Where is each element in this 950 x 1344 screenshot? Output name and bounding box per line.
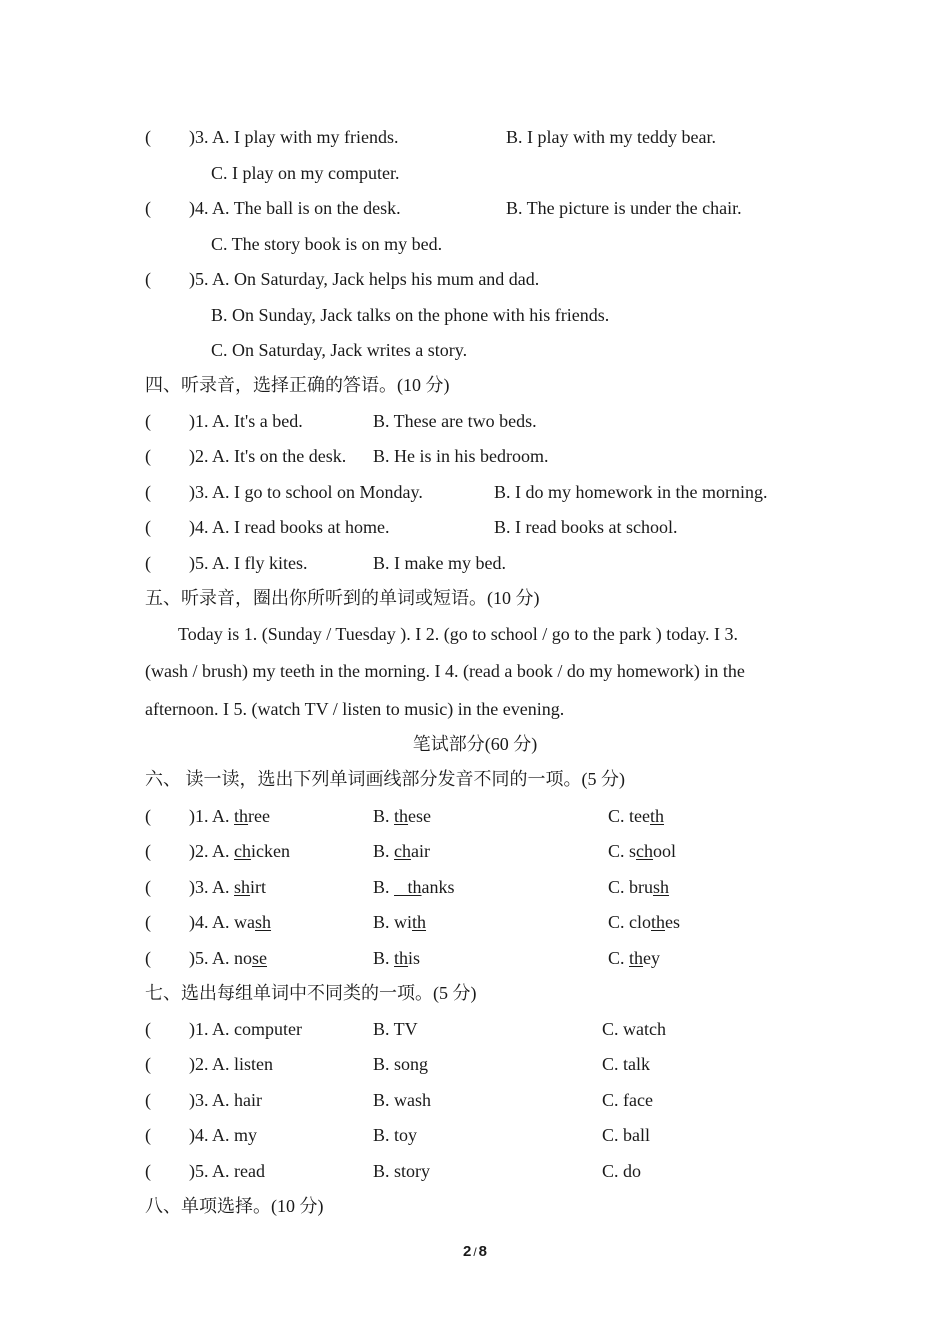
answer-blank[interactable]: ( bbox=[145, 877, 151, 897]
underlined-part: se bbox=[252, 948, 268, 968]
option-suffix: ree bbox=[248, 806, 271, 826]
answer-blank[interactable]: ( bbox=[145, 553, 151, 573]
option-b bbox=[373, 840, 430, 862]
underlined-part: th bbox=[629, 948, 644, 968]
option-c: C. I play on my computer. bbox=[211, 163, 400, 183]
passage-line: afternoon. I 5. (watch TV / listen to music) in the evening. bbox=[145, 699, 565, 719]
option-c: C. The story book is on my bed. bbox=[211, 234, 443, 254]
option-a: A. read bbox=[212, 1161, 265, 1181]
option-b: B. toy bbox=[373, 1125, 418, 1145]
total-pages: 8 bbox=[478, 1243, 488, 1260]
option-a: A. It's on the desk. bbox=[212, 446, 347, 466]
option-c: C. face bbox=[602, 1090, 653, 1110]
question-row bbox=[145, 552, 506, 574]
underlined-part: ch bbox=[636, 841, 654, 861]
option-prefix: C. clo bbox=[608, 912, 651, 932]
option-a bbox=[212, 841, 290, 861]
option-c: C. talk bbox=[602, 1054, 650, 1074]
option-b: B. I play with my teddy bear. bbox=[506, 127, 716, 147]
option-a: A. I read books at home. bbox=[212, 517, 390, 537]
option-c bbox=[608, 947, 660, 969]
option-suffix: anks bbox=[421, 877, 455, 897]
answer-blank[interactable]: ( bbox=[145, 948, 151, 968]
underlined-part: ch bbox=[394, 841, 412, 861]
option-b bbox=[373, 947, 420, 969]
question-number: )2. bbox=[189, 841, 213, 861]
underlined-part: sh bbox=[255, 912, 272, 932]
option-prefix: A. no bbox=[212, 948, 253, 968]
option-b: B. He is in his bedroom. bbox=[373, 446, 549, 466]
section-8-title: 八、单项选择。(10 分) bbox=[145, 1196, 324, 1216]
underlined-part: th bbox=[650, 806, 665, 826]
option-prefix: B. bbox=[373, 877, 395, 897]
option-prefix: C. tee bbox=[608, 806, 650, 826]
question-row bbox=[145, 268, 539, 290]
answer-blank[interactable]: ( bbox=[145, 1161, 151, 1181]
question-row bbox=[145, 481, 768, 503]
option-suffix: is bbox=[408, 948, 421, 968]
question-row bbox=[145, 1053, 650, 1075]
question-row bbox=[145, 126, 716, 148]
answer-blank[interactable]: ( bbox=[145, 1019, 151, 1039]
question-row bbox=[145, 197, 742, 219]
option-prefix: A. bbox=[212, 877, 235, 897]
option-suffix: air bbox=[411, 841, 430, 861]
option-b: B. song bbox=[373, 1054, 429, 1074]
answer-blank[interactable]: ( bbox=[145, 1125, 151, 1145]
option-a bbox=[212, 912, 271, 932]
answer-blank[interactable]: ( bbox=[145, 127, 151, 147]
question-row bbox=[145, 1124, 650, 1146]
option-c: C. do bbox=[602, 1161, 642, 1181]
question-row bbox=[145, 516, 678, 538]
section-4-title: 四、听录音，选择正确的答语。(10 分) bbox=[145, 375, 450, 395]
section-5-title: 五、听录音，圈出你所听到的单词或短语。(10 分) bbox=[145, 588, 540, 608]
page-number bbox=[0, 1243, 950, 1260]
answer-blank[interactable]: ( bbox=[145, 1054, 151, 1074]
option-prefix: C. s bbox=[608, 841, 637, 861]
option-prefix: B. wi bbox=[373, 912, 413, 932]
page-separator: / bbox=[473, 1245, 477, 1259]
question-row bbox=[145, 445, 549, 467]
question-number: )3. bbox=[189, 877, 213, 897]
option-suffix: irt bbox=[250, 877, 267, 897]
option-prefix: B. bbox=[373, 841, 395, 861]
option-a: A. I fly kites. bbox=[212, 553, 308, 573]
answer-blank[interactable]: ( bbox=[145, 269, 151, 289]
question-number: )4. bbox=[189, 912, 213, 932]
question-row bbox=[145, 1018, 666, 1040]
question-number: )3. bbox=[189, 1090, 213, 1110]
answer-blank[interactable]: ( bbox=[145, 841, 151, 861]
answer-blank[interactable]: ( bbox=[145, 446, 151, 466]
option-a: A. I play with my friends. bbox=[212, 127, 399, 147]
question-row bbox=[145, 410, 537, 432]
option-suffix: es bbox=[665, 912, 681, 932]
option-a: A. I go to school on Monday. bbox=[212, 482, 423, 502]
option-c bbox=[608, 805, 664, 827]
option-c bbox=[608, 911, 680, 933]
underlined-part: th bbox=[394, 806, 409, 826]
option-a: A. The ball is on the desk. bbox=[212, 198, 401, 218]
option-a bbox=[212, 948, 267, 968]
underlined-part: th bbox=[234, 806, 249, 826]
underlined-part: sh bbox=[653, 877, 670, 897]
option-suffix: icken bbox=[251, 841, 290, 861]
option-b: B. TV bbox=[373, 1019, 418, 1039]
option-prefix: B. bbox=[373, 948, 395, 968]
option-prefix: C. bru bbox=[608, 877, 653, 897]
answer-blank[interactable]: ( bbox=[145, 411, 151, 431]
current-page: 2 bbox=[462, 1243, 472, 1260]
option-b: B. story bbox=[373, 1161, 431, 1181]
option-suffix: ese bbox=[408, 806, 432, 826]
option-b: B. wash bbox=[373, 1090, 431, 1110]
option-a bbox=[212, 806, 270, 826]
option-prefix: C. bbox=[608, 948, 630, 968]
option-b bbox=[373, 876, 455, 898]
underlined-part: ch bbox=[234, 841, 252, 861]
answer-blank[interactable]: ( bbox=[145, 806, 151, 826]
underlined-part: sh bbox=[234, 877, 251, 897]
answer-blank[interactable]: ( bbox=[145, 912, 151, 932]
option-a bbox=[212, 877, 266, 897]
option-b: B. On Sunday, Jack talks on the phone with his friends. bbox=[211, 305, 610, 325]
question-number: )5. bbox=[189, 553, 213, 573]
question-row bbox=[145, 911, 681, 933]
question-number: )3. bbox=[189, 482, 213, 502]
option-prefix: B. bbox=[373, 806, 395, 826]
option-c bbox=[608, 876, 669, 898]
question-number: )4. bbox=[189, 1125, 213, 1145]
option-a: A. On Saturday, Jack helps his mum and dad. bbox=[212, 269, 540, 289]
option-b: B. I read books at school. bbox=[494, 517, 678, 537]
option-c: C. On Saturday, Jack writes a story. bbox=[211, 340, 468, 360]
answer-blank[interactable]: ( bbox=[145, 517, 151, 537]
question-number: )5. bbox=[189, 269, 213, 289]
option-b: B. I do my homework in the morning. bbox=[494, 482, 768, 502]
option-a: A. computer bbox=[212, 1019, 302, 1039]
section-7-title: 七、选出每组单词中不同类的一项。(5 分) bbox=[145, 983, 477, 1003]
passage-line: Today is 1. (Sunday / Tuesday ). I 2. (go to school / go to the park ) today. I 3. bbox=[178, 624, 739, 644]
question-number: )3. bbox=[189, 127, 213, 147]
option-a: A. my bbox=[212, 1125, 258, 1145]
question-row bbox=[145, 805, 665, 827]
option-c: C. ball bbox=[602, 1125, 650, 1145]
passage-line: (wash / brush) my teeth in the morning. I 4. (read a book / do my homework) in the bbox=[145, 661, 745, 681]
option-b: B. The picture is under the chair. bbox=[506, 198, 742, 218]
question-row bbox=[145, 1160, 642, 1182]
option-prefix: A. bbox=[212, 806, 235, 826]
section-6-title: 六、 读一读，选出下列单词画线部分发音不同的一项。(5 分) bbox=[145, 769, 625, 789]
underlined-part: th bbox=[394, 877, 422, 897]
question-number: )2. bbox=[189, 1054, 213, 1074]
underlined-part: th bbox=[412, 912, 427, 932]
option-b bbox=[373, 805, 431, 827]
question-number: )5. bbox=[189, 1161, 213, 1181]
option-b: B. I make my bed. bbox=[373, 553, 506, 573]
written-part-title: 笔试部分(60 分) bbox=[412, 734, 538, 754]
option-prefix: A. bbox=[212, 841, 235, 861]
option-b: B. These are two beds. bbox=[373, 411, 537, 431]
option-suffix: ool bbox=[653, 841, 677, 861]
question-row bbox=[145, 876, 670, 898]
question-number: )5. bbox=[189, 948, 213, 968]
option-a: A. It's a bed. bbox=[212, 411, 303, 431]
question-number: )1. bbox=[189, 1019, 213, 1039]
option-a: A. listen bbox=[212, 1054, 274, 1074]
question-number: )4. bbox=[189, 517, 213, 537]
answer-blank[interactable]: ( bbox=[145, 482, 151, 502]
question-row bbox=[145, 840, 677, 862]
question-number: )4. bbox=[189, 198, 213, 218]
question-number: )2. bbox=[189, 446, 213, 466]
question-row bbox=[145, 947, 661, 969]
option-c bbox=[608, 840, 676, 862]
answer-blank[interactable]: ( bbox=[145, 1090, 151, 1110]
option-b bbox=[373, 911, 426, 933]
question-row bbox=[145, 1089, 653, 1111]
question-number: )1. bbox=[189, 411, 213, 431]
option-a: A. hair bbox=[212, 1090, 262, 1110]
question-number: )1. bbox=[189, 806, 213, 826]
option-c: C. watch bbox=[602, 1019, 666, 1039]
answer-blank[interactable]: ( bbox=[145, 198, 151, 218]
option-prefix: A. wa bbox=[212, 912, 256, 932]
underlined-part: th bbox=[394, 948, 409, 968]
option-suffix: ey bbox=[643, 948, 661, 968]
underlined-part: th bbox=[651, 912, 666, 932]
